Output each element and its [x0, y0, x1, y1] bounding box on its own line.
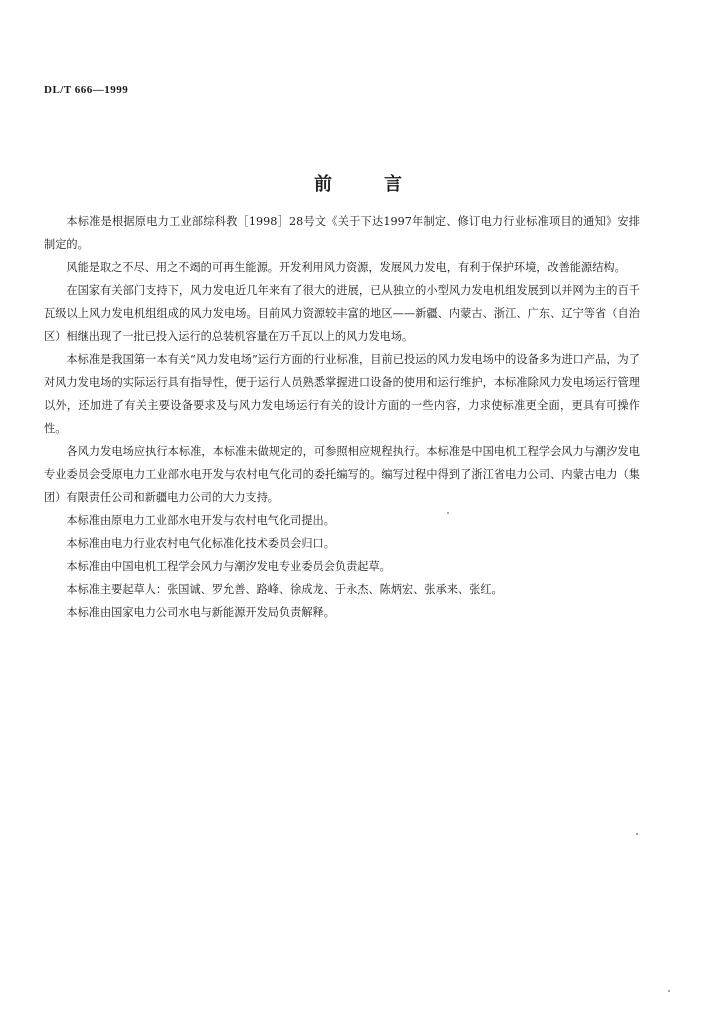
paragraph: 本标准由国家电力公司水电与新能源开发局负责解释。: [66, 606, 335, 619]
scan-speck: [447, 512, 449, 514]
scan-speck: [668, 990, 670, 992]
paragraph: 在国家有关部门支持下，风力发电近几年来有了很大的进展，已从独立的小型风力发电机组发展到以并网为主的百千瓦级以上风力发电机组组成的风力发电场。目前风力资源较丰富的地区——新疆、内蒙古、浙江、广东、辽宁等省（自治区）相继出现了一批已投入运行的总装机容量在万千瓦以上的风力发电场。: [44, 284, 640, 343]
paragraph: 风能是取之不尽、用之不竭的可再生能源。开发利用风力资源，发展风力发电，有利于保护环境，改善能源结构。: [66, 261, 626, 274]
paragraph: 本标准由电力行业农村电气化标准化技术委员会归口。: [66, 537, 335, 550]
title-char-1: 前: [314, 174, 332, 195]
page-title: [0, 170, 716, 196]
paragraph: 各风力发电场应执行本标准，本标准未做规定的，可参照相应规程执行。本标准是中国电机工程学会风力与潮汐发电专业委员会受原电力工业部水电开发与农村电气化司的委托编写的。编写过程中得到了浙江省电力公司、内蒙古电力（集团）有限责任公司和新疆电力公司的大力支持。: [44, 445, 640, 504]
paragraph: 本标准由中国电机工程学会风力与潮汐发电专业委员会负责起草。: [66, 560, 391, 573]
paragraph: 本标准由原电力工业部水电开发与农村电气化司提出。: [66, 514, 335, 527]
scan-speck: [636, 833, 638, 835]
paragraph: 本标准是我国第一本有关“风力发电场”运行方面的行业标准，目前已投运的风力发电场中的设备多为进口产品，为了对风力发电场的实际运行具有指导性，便于运行人员熟悉掌握进口设备的使用和运行维护，本标准除风力发电场运行管理以外，还加进了有关主要设备要求及与风力发电场运行有关的设计方面的一些内容，力求使标准更全面，更具有可操作性。: [44, 353, 640, 435]
foreword-body: [44, 210, 640, 624]
paragraph: 本标准主要起草人：张国诚、罗允善、路峰、徐成龙、于永杰、陈炳宏、张承来、张红。: [66, 583, 503, 596]
title-char-2: 言: [384, 174, 402, 195]
standard-code: DL/T 666—1999: [44, 84, 129, 96]
paragraph: 本标准是根据原电力工业部综科教［1998］28号文《关于下达1997年制定、修订电力行业标准项目的通知》安排制定的。: [44, 215, 640, 251]
